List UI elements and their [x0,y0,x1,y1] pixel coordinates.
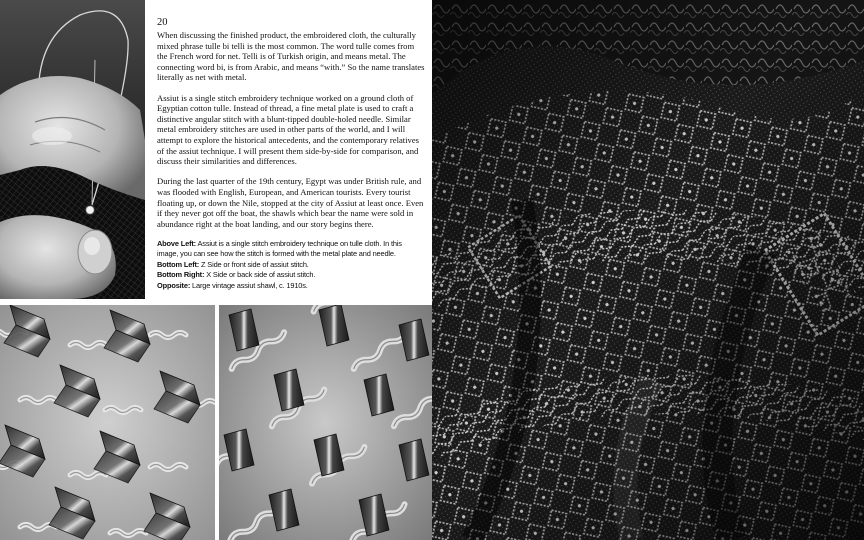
caption-bottom-left [157,260,425,270]
caption-above-left [157,239,425,260]
z-side-stitch-photo [0,305,215,540]
z-side-stitch-image [0,305,215,540]
caption-label: Opposite: [157,280,191,290]
paragraph-tulle-bi-telli: When discussing the finished product, the embroidered cloth, the culturally mixed phrase tulle bi telli is the most common. The word tulle comes from the French word for net. Telli is of Turkish origin, and means metal. The connecting word bi, is from Arabic, and means “with.” So the name translates literally as net with metal. [157,30,425,83]
needle-stitching-image [0,0,145,299]
caption-text: X Side or back side of assiut stitch. [206,270,316,280]
caption-label: Bottom Right: [157,270,205,280]
page-number: 20 [157,17,168,28]
caption-bottom-right [157,270,425,280]
caption-label: Bottom Left: [157,259,200,269]
paragraph-assiut-technique: Assiut is a single stitch embroidery technique worked on a ground cloth of Egyptian cotton tulle. Instead of thread, a fine metal plate is used to craft a distinctive angular stitch with a blunt-tipped double-holed needle. Similar metal embroidery stitches are used in other parts of the world, and I will attempt to explore the historical antecedents, and the contemporary relatives of the assiut technique. I will present them side-by-side for comparison, and discuss their similarities and differences. [157,92,420,167]
caption-opposite [157,281,425,291]
caption-label: Above Left: [157,238,196,248]
vintage-shawl-photo [432,0,864,540]
needle-stitching-photo [0,0,145,299]
vintage-shawl-image [432,0,864,540]
x-side-stitch-image [219,305,432,540]
photo-captions [157,239,425,291]
article-text [157,16,425,291]
caption-text: Assiut is a single stitch embroidery technique on tulle cloth. In this image, you can see how the stitch is formed with the metal plate and needle. [157,238,402,259]
x-side-stitch-photo [219,305,432,540]
caption-text: Z Side or front side of assiut stitch. [201,259,309,269]
caption-text: Large vintage assiut shawl, c. 1910s. [192,280,308,290]
paragraph-history: During the last quarter of the 19th century, Egypt was under British rule, and was flooded with English, European, and American tourists. Every tourist floating up, or down the Nile, stopped at the city of Assiut at least once. Even if they never got off the boat, the shawls which bear the name were sold in abundance right at the boat landing, and our story begins there. [157,176,424,229]
